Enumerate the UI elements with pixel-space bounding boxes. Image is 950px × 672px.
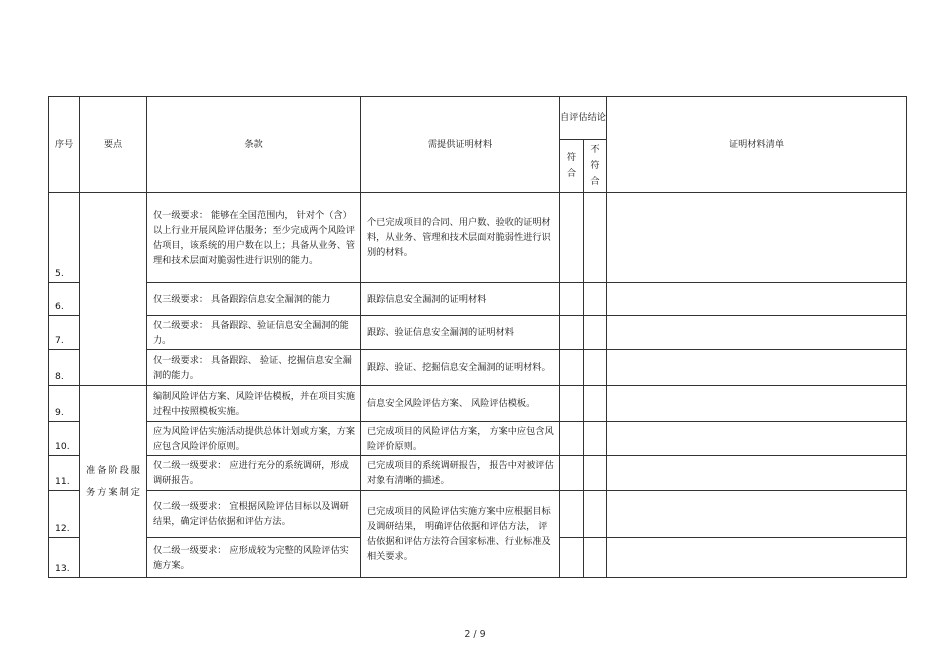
evidence-list-cell[interactable] xyxy=(607,386,907,422)
conform-cell[interactable] xyxy=(560,491,584,538)
conform-cell[interactable] xyxy=(560,350,584,386)
row-clause: 应为风险评估实施活动提供总体计划或方案，方案应包含风险评价原则。 xyxy=(147,422,361,456)
page-number: 2 / 9 xyxy=(464,629,486,640)
evidence-list-cell[interactable] xyxy=(607,456,907,491)
nonconform-cell[interactable] xyxy=(584,538,607,578)
key-point-group: 准备阶段服务方案制定 xyxy=(80,386,147,578)
table-row xyxy=(49,491,907,538)
table-row xyxy=(49,386,907,422)
header-evidence-list: 证明材料清单 xyxy=(607,97,907,193)
table-row xyxy=(49,422,907,456)
row-clause: 编制风险评估方案、风险评估模板，并在项目实施过程中按照模板实施。 xyxy=(147,386,361,422)
evidence-list-cell[interactable] xyxy=(607,491,907,538)
evidence-list-cell[interactable] xyxy=(607,316,907,350)
row-evidence: 信息安全风险评估方案、 风险评估模板。 xyxy=(361,386,560,422)
row-seq: 11. xyxy=(49,456,80,491)
nonconform-cell[interactable] xyxy=(584,193,607,283)
row-seq: 9. xyxy=(49,386,80,422)
evidence-list-cell[interactable] xyxy=(607,283,907,316)
row-evidence: 已完成项目的系统调研报告， 报告中对被评估对象有清晰的描述。 xyxy=(361,456,560,491)
header-clause: 条款 xyxy=(147,97,361,193)
header-nonconform: 不符合 xyxy=(584,140,607,193)
row-clause: 仅一级要求： 具备跟踪、 验证、挖掘信息安全漏洞的能力。 xyxy=(147,350,361,386)
header-seq: 序号 xyxy=(49,97,80,193)
evidence-list-cell[interactable] xyxy=(607,350,907,386)
conform-cell[interactable] xyxy=(560,316,584,350)
evidence-list-cell[interactable] xyxy=(607,193,907,283)
conform-cell[interactable] xyxy=(560,538,584,578)
table-row xyxy=(49,350,907,386)
row-evidence: 跟踪、验证信息安全漏洞的证明材料 xyxy=(361,316,560,350)
self-assessment-table xyxy=(48,96,907,578)
key-point-empty xyxy=(80,193,147,386)
row-clause: 仅三级要求： 具备跟踪信息安全漏洞的能力 xyxy=(147,283,361,316)
conform-cell[interactable] xyxy=(560,193,584,283)
conform-cell[interactable] xyxy=(560,386,584,422)
header-self-eval: 自评估结论 xyxy=(560,97,607,140)
row-evidence: 已完成项目的风险评估方案， 方案中应包含风险评价原则。 xyxy=(361,422,560,456)
evidence-list-cell[interactable] xyxy=(607,538,907,578)
row-clause: 仅二级一级要求： 宜根据风险评估目标以及调研结果，确定评估依据和评估方法。 xyxy=(147,491,361,538)
nonconform-cell[interactable] xyxy=(584,386,607,422)
evidence-list-cell[interactable] xyxy=(607,422,907,456)
table-row xyxy=(49,193,907,283)
row-evidence: 跟踪信息安全漏洞的证明材料 xyxy=(361,283,560,316)
row-seq: 8. xyxy=(49,350,80,386)
row-seq: 10. xyxy=(49,422,80,456)
nonconform-cell[interactable] xyxy=(584,491,607,538)
nonconform-cell[interactable] xyxy=(584,283,607,316)
conform-cell[interactable] xyxy=(560,283,584,316)
nonconform-cell[interactable] xyxy=(584,350,607,386)
row-evidence: 个已完成项目的合同、用户数、验收的证明材料，从业务、管理和技术层面对脆弱性进行识别的材料。 xyxy=(361,193,560,283)
table-row xyxy=(49,316,907,350)
conform-cell[interactable] xyxy=(560,456,584,491)
row-clause: 仅二级一级要求： 应进行充分的系统调研，形成调研报告。 xyxy=(147,456,361,491)
row-seq: 13. xyxy=(49,538,80,578)
row-clause: 仅二级一级要求： 应形成较为完整的风险评估实施方案。 xyxy=(147,538,361,578)
nonconform-cell[interactable] xyxy=(584,316,607,350)
row-clause: 仅二级要求： 具备跟踪、验证信息安全漏洞的能力。 xyxy=(147,316,361,350)
row-seq: 6. xyxy=(49,283,80,316)
row-seq: 12. xyxy=(49,491,80,538)
table-row xyxy=(49,456,907,491)
header-conform: 符合 xyxy=(560,140,584,193)
row-seq: 7. xyxy=(49,316,80,350)
row-evidence: 跟踪、验证、挖掘信息安全漏洞的证明材料。 xyxy=(361,350,560,386)
row-seq: 5. xyxy=(49,193,80,283)
row-clause: 仅一级要求： 能够在全国范围内， 针对个（含）以上行业开展风险评估服务；至少完成两个风险评估项目，该系统的用户数在以上；具备从业务、管理和技术层面对脆弱性进行识别的能力。 xyxy=(147,193,361,283)
header-key-point: 要点 xyxy=(80,97,147,193)
table-row xyxy=(49,283,907,316)
nonconform-cell[interactable] xyxy=(584,422,607,456)
conform-cell[interactable] xyxy=(560,422,584,456)
header-evidence-required: 需提供证明材料 xyxy=(361,97,560,193)
nonconform-cell[interactable] xyxy=(584,456,607,491)
row-evidence-merged: 已完成项目的风险评估实施方案中应根据目标及调研结果， 明确评估依据和评估方法， 评估依据和评估方法符合国家标准、行业标准及相关要求。 xyxy=(361,491,560,578)
